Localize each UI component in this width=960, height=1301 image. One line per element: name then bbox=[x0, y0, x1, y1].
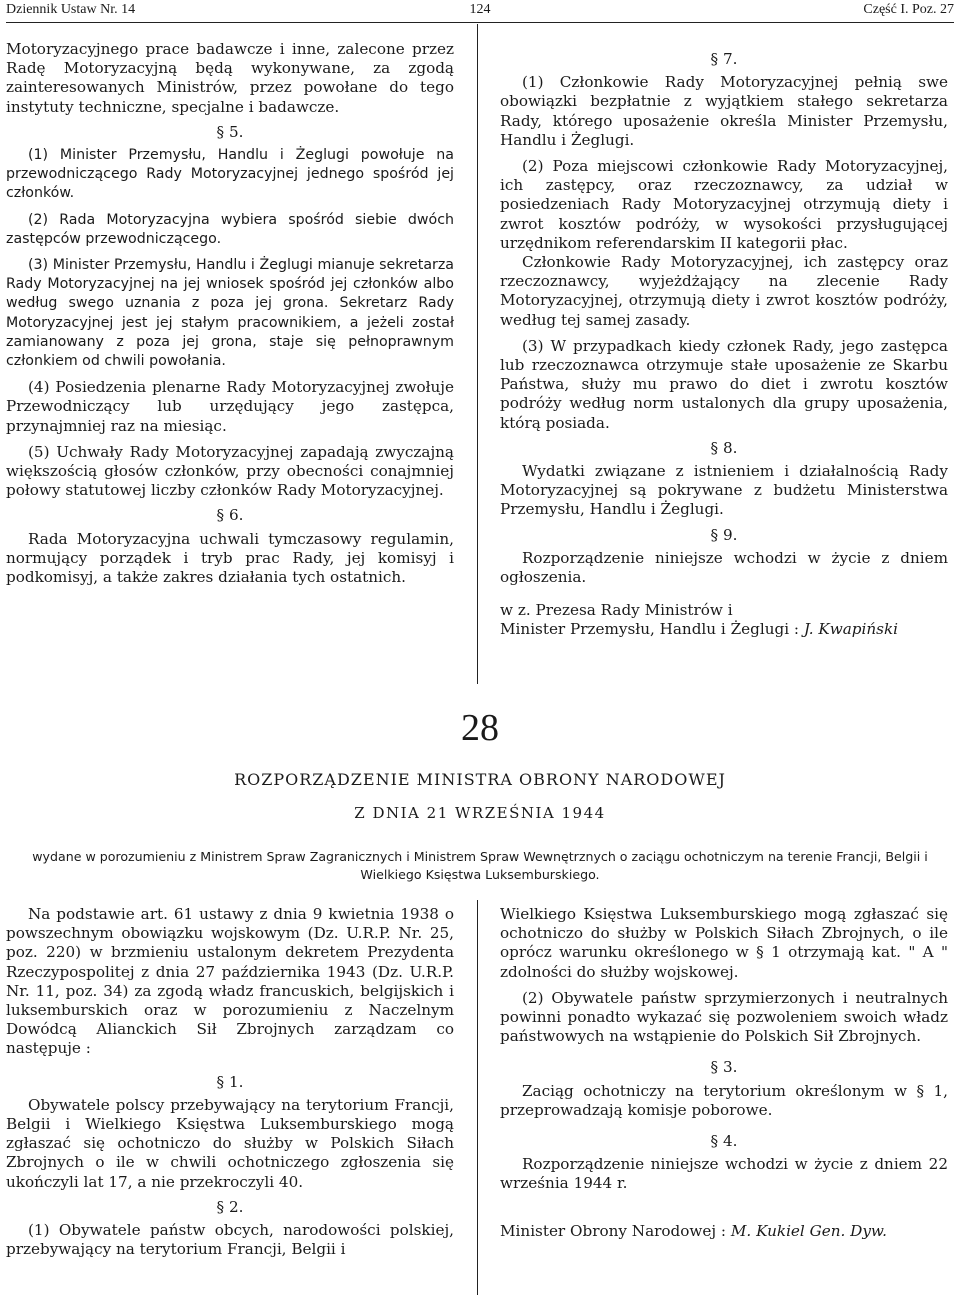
section-heading: § 2. bbox=[216, 1197, 244, 1216]
signature-name: J. Kwapiński bbox=[803, 620, 899, 639]
paragraph: Członkowie Rady Motoryzacyjnej, ich zastępcy oraz rzeczoznawcy, wyjeżdżający na zlecenie Rady Motoryzacyjnej, otrzymują diety i zwrot kosztów podróży, według tej samej zasady. bbox=[500, 253, 948, 329]
column-bottom-left bbox=[6, 905, 454, 1259]
page-number: 124 bbox=[469, 2, 491, 17]
document-number: 28 bbox=[461, 707, 499, 749]
paragraph: Zaciąg ochotniczy na terytorium określonym w § 1, przeprowadzają komisje poborowe. bbox=[500, 1081, 948, 1119]
section-heading: § 7. bbox=[710, 50, 738, 68]
journal-name: Dziennik Ustaw Nr. 14 bbox=[6, 2, 136, 17]
paragraph: (5) Uchwały Rady Motoryzacyjnej zapadają zwyczajną większością głosów członków, przy obecności conajmniej połowy statutowej liczby członków Rady Motoryzacyjnej. bbox=[6, 442, 454, 500]
section-heading: § 8. bbox=[710, 438, 738, 457]
paragraph: (1) Minister Przemysłu, Handlu i Żeglugi powołuje na przewodniczącego Rady Motoryzacyjnej jednego spośród jej członków. bbox=[6, 147, 454, 202]
signature-name: M. Kukiel Gen. Dyw. bbox=[730, 1221, 887, 1240]
paragraph: Rada Motoryzacyjna uchwali tymczasowy regulamin, normujący porządek i tryb prac Rady, jej komisyj i podkomisyj, a także zakres działania tych ostatnich. bbox=[6, 529, 454, 587]
section-heading: § 5. bbox=[216, 122, 244, 141]
paragraph: Na podstawie art. 61 ustawy z dnia 9 kwietnia 1938 o powszechnym obowiązku wojskowym (Dz. U.R.P. Nr. 25, poz. 220) w brzmieniu ustalonym dekretem Prezydenta Rzeczypospolitej z dnia 27 października 1943 (Dz. U.R.P. Nr. 11, poz. 34) za zgodą władz francuskich, belgijskich i luksemburskich oraz w porozumieniu z Naczelnym Dowódcą Alianckich Sił Zbrojnych zarządzam co następuje : bbox=[6, 905, 454, 1058]
document-date: Z DNIA 21 WRZEŚNIA 1944 bbox=[354, 804, 606, 822]
signature-line bbox=[500, 620, 948, 639]
section-heading: § 4. bbox=[710, 1132, 738, 1151]
part-position: Część I. Poz. 27 bbox=[863, 2, 954, 17]
paragraph: (3) W przypadkach kiedy członek Rady, jego zastępca lub rzeczoznawca otrzymuje stałe uposażenie ze Skarbu Państwa, służy mu prawo do diet i zwrotu kosztów podróży według norm ustalonych dla grupy uposażenia, którą posiada. bbox=[500, 336, 948, 432]
paragraph: (2) Rada Motoryzacyjna wybiera spośród siebie dwóch zastępców przewodniczącego. bbox=[6, 211, 454, 247]
signature-title: Minister Obrony Narodowej : bbox=[500, 1221, 727, 1240]
paragraph: Wielkiego Księstwa Luksemburskiego mogą zgłaszać się ochotniczo do służby w Polskich Siłach Zbrojnych, o ile oprócz warunku określonego w § 1 otrzymają kat. " A " zdolności do służby wojskowej. bbox=[500, 905, 948, 981]
column-top-left bbox=[6, 40, 454, 587]
column-divider bbox=[477, 24, 478, 684]
running-header bbox=[6, 0, 954, 23]
paragraph: (2) Obywatele państw sprzymierzonych i neutralnych powinni ponadto wykazać się pozwoleniem swoich władz państwowych na wstąpienie do Polskich Sił Zbrojnych. bbox=[500, 988, 948, 1046]
paragraph: Motoryzacyjnego prace badawcze i inne, zalecone przez Radę Motoryzacyjną będą wykonywane, za zgodą zainteresowanych Ministrów, przez powołane do tego instytuty techniczne, specjalne i badawcze. bbox=[6, 40, 454, 116]
section-heading: § 6. bbox=[216, 506, 244, 525]
paragraph: (1) Członkowie Rady Motoryzacyjnej pełnią swe obowiązki bezpłatnie z wyjątkiem stałego sekretarza Rady, którego uposażenie określa Minister Przemysłu, Handlu i Żeglugi. bbox=[500, 73, 948, 149]
document-title: ROZPORZĄDZENIE MINISTRA OBRONY NARODOWEJ bbox=[234, 770, 726, 789]
document-subtitle: wydane w porozumieniu z Ministrem Spraw Zagranicznych i Ministrem Spraw Wewnętrznych o zaciągu ochotniczym na terenie Francji, Belgii i Wielkiego Księstwa Luksemburskiego. bbox=[32, 849, 928, 882]
paragraph: (2) Poza miejscowi członkowie Rady Motoryzacyjnej, ich zastępcy, oraz rzeczoznawcy, za udział w posiedzeniach Rady Motoryzacyjnej otrzymują diety i zwrot kosztów podróży, w wysokości przysługującej urzędnikom referendarskim II kategorii płac. bbox=[500, 157, 948, 252]
signature-line: w z. Prezesa Rady Ministrów i bbox=[500, 601, 733, 620]
paragraph: Obywatele polscy przebywający na terytorium Francji, Belgii i Wielkiego Księstwa Luksemburskiego mogą zgłaszać się ochotniczo do służby w Polskich Siłach Zbrojnych o ile w chwili ochotniczego zgłoszenia się ukończyli lat 17, a nie przekroczyli 40. bbox=[6, 1095, 454, 1191]
paragraph: Rozporządzenie niniejsze wchodzi w życie z dniem ogłoszenia. bbox=[500, 548, 948, 587]
signature-title: Minister Przemysłu, Handlu i Żeglugi : bbox=[500, 620, 800, 639]
paragraph: (4) Posiedzenia plenarne Rady Motoryzacyjnej zwołuje Przewodniczący lub urzędujący jego zastępca, przynajmniej raz na miesiąc. bbox=[6, 378, 454, 435]
column-bottom-right bbox=[500, 905, 948, 1241]
paragraph: (1) Obywatele państw obcych, narodowości polskiej, przebywający na terytorium Francji, Belgii i bbox=[6, 1221, 454, 1259]
paragraph: Wydatki związane z istnieniem i działalnością Rady Motoryzacyjnej są pokrywane z budżetu Ministerstwa Przemysłu, Handlu i Żeglugi. bbox=[500, 462, 948, 519]
signature-line bbox=[500, 1222, 948, 1241]
section-heading: § 9. bbox=[710, 525, 738, 544]
section-heading: § 3. bbox=[710, 1058, 738, 1077]
column-top-right bbox=[500, 44, 948, 640]
paragraph: (3) Minister Przemysłu, Handlu i Żeglugi mianuje sekretarza Rady Motoryzacyjnej na jej wniosek spośród jej członków albo według swego uznania z poza jej grona. Sekretarz Rady Motoryzacyjnej jest jej stałym pracownikiem, a jeżeli został zamianowany z poza jej grona, staje się pełnoprawnym członkiem od chwili powołania. bbox=[6, 257, 454, 370]
section-heading: § 1. bbox=[216, 1072, 244, 1091]
paragraph: Rozporządzenie niniejsze wchodzi w życie z dniem 22 września 1944 r. bbox=[500, 1155, 948, 1193]
column-divider bbox=[477, 900, 478, 1295]
